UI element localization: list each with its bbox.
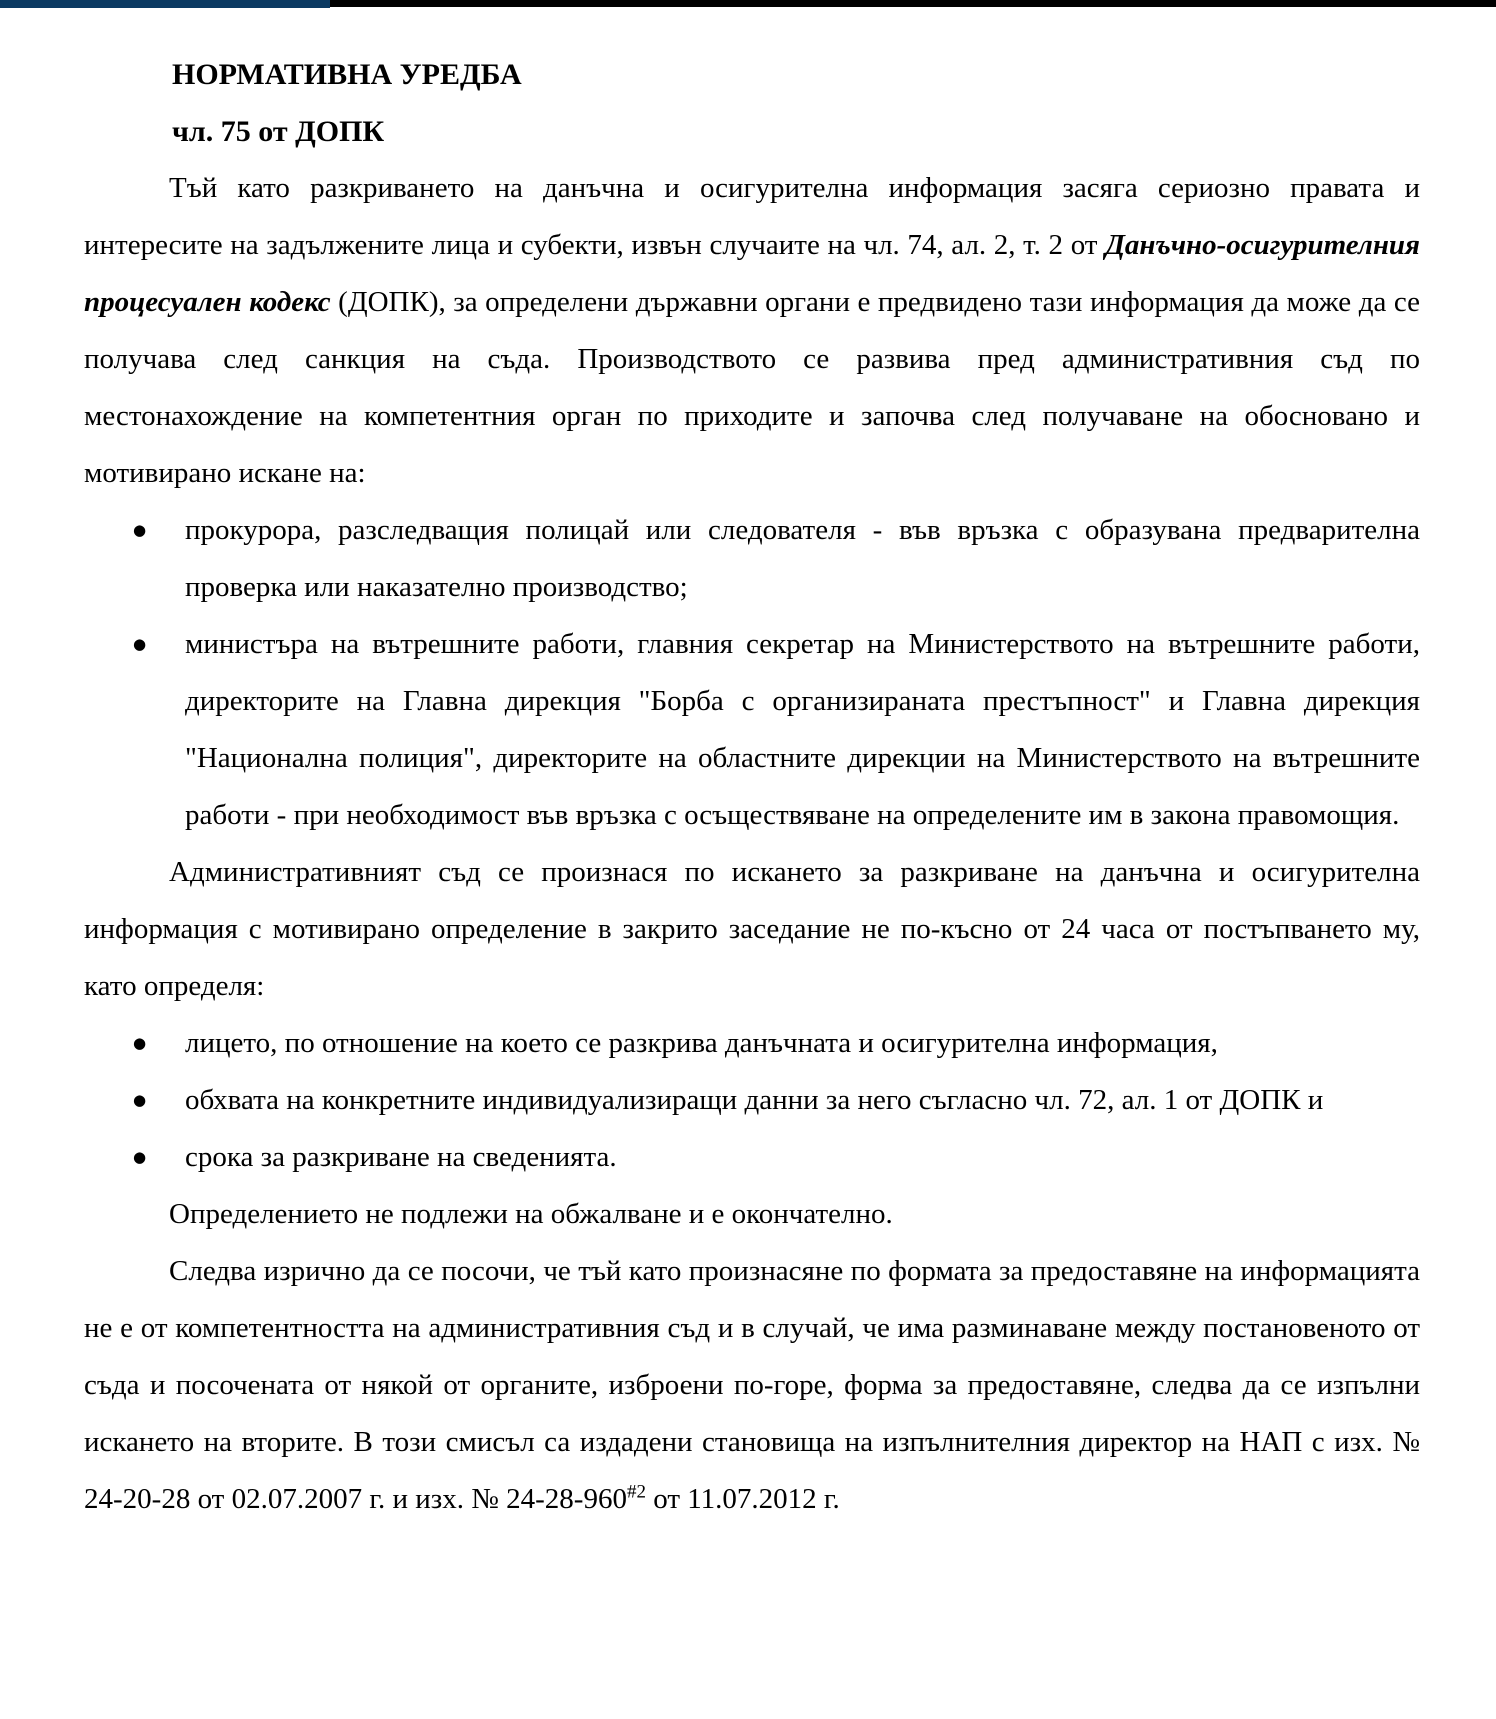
bullet-icon: ● [133, 1034, 147, 1052]
list-item-interior-minister [84, 616, 1420, 844]
paragraph-intro [84, 160, 1420, 502]
paragraph-court-ruling: Административният съд се произнася по искането за разкриване на данъчна и осигурителна информация с мотивирано определение в закрито заседание не по-късно от 24 часа от постъпването му, като определя: [84, 856, 1420, 1002]
document-subtitle: чл. 75 от ДОПК [172, 115, 385, 148]
list-item-prosecutor [84, 502, 1420, 616]
list-item-person [84, 1015, 1420, 1072]
bullet-icon: ● [133, 1148, 147, 1166]
code-name-emphasis: Данъчно-осигурителния процесуален кодекс [84, 229, 1420, 318]
bullet-icon: ● [133, 1091, 147, 1109]
paragraph-final-ruling: Определението не подлежи на обжалване и е окончателно. [169, 1198, 893, 1230]
bullet-list-requesters [84, 502, 1420, 844]
footnote-reference: #2 [626, 1481, 646, 1503]
document-title: НОРМАТИВНА УРЕДБА [172, 58, 522, 91]
top-bar-black-segment [330, 0, 1496, 7]
paragraph-intro-text-1: Тъй като разкриването на данъчна и осигурителна информация засяга сериозно правата и интересите на задължените лица и субекти, извън случаите на чл. 74, ал. 2, т. 2 от [84, 172, 1420, 261]
paragraph-intro-text-2: (ДОПК), за определени държавни органи е предвидено тази информация да може да се получава след санкция на съда. Производството се развива пред административния съд по местонахождение на компетентния орган по приходите и започва след получаване на обосновано и мотивирано искане на: [84, 286, 1420, 489]
list-item-text: лицето, по отношение на което се разкрива данъчната и осигурителна информация, [185, 1027, 1218, 1059]
bullet-icon: ● [133, 521, 147, 539]
list-item-text: срока за разкриване на сведенията. [185, 1141, 617, 1173]
list-item-scope [84, 1072, 1420, 1129]
list-item-text: обхвата на конкретните индивидуализиращи данни за него съгласно чл. 72, ал. 1 от ДОПК и [185, 1084, 1324, 1116]
list-item-text: министъра на вътрешните работи, главния секретар на Министерството на вътрешните работи, директорите на Главна дирекция "Борба с организираната престъпност" и Главна дирекция "Национална полиция", директорите на областните дирекции на Министерството на вътрешните работи - при необходимост във връзка с осъществяване на определените им в закона правомощия. [185, 628, 1420, 831]
bullet-list-determinations [84, 1015, 1420, 1186]
paragraph-opinions-text-1: Следва изрично да се посочи, че тъй като произнасяне по формата за предоставяне на информацията не е от компетентността на административния съд и в случай, че има разминаване между постановеното от съда и посочената от някой от органите, изброени по-горе, форма за предоставяне, следва да се изпълни искането на вторите. В този смисъл са издадени становища на изпълнителния директор на НАП с изх. № 24-20-28 от 02.07.2007 г. и изх. № 24-28-960 [84, 1255, 1420, 1515]
paragraph-opinions [84, 1243, 1420, 1528]
top-bar [0, 0, 1496, 8]
paragraph-opinions-text-2: от 11.07.2012 г. [645, 1483, 840, 1515]
list-item-term [84, 1129, 1420, 1186]
list-item-text: прокурора, разследващия полицай или следователя - във връзка с образувана предварителна проверка или наказателно производство; [185, 514, 1420, 603]
bullet-icon: ● [133, 635, 147, 653]
document-page [0, 8, 1496, 1528]
top-bar-blue-segment [0, 0, 330, 8]
